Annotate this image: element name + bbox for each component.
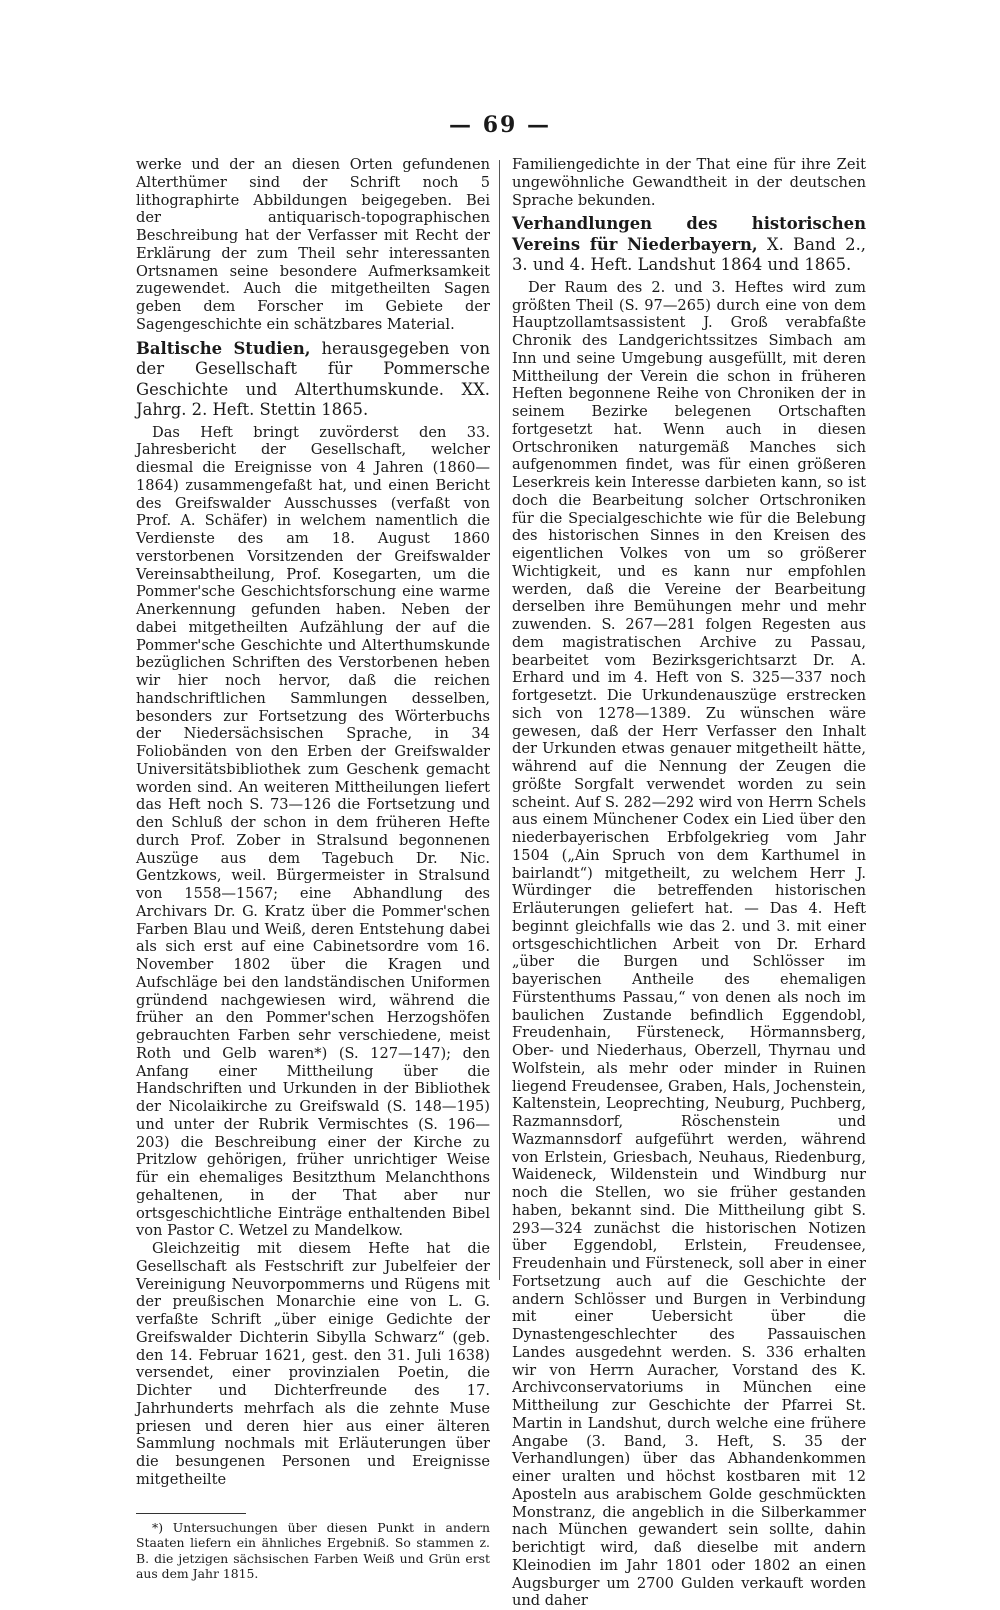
heading-title: Baltische Studien,	[136, 338, 311, 358]
heading-title: Verhandlungen des historischen Vereins für Niederbayern,	[512, 214, 866, 254]
paragraph: werke und der an diesen Orten gefundenen Alterthümer sind der Schrift noch 5 lithographirte Abbildungen beigegeben. Bei der antiquarisch-topographischen Beschreibung hat der Verfasser mit Recht der Erklärung der zum Theil sehr interessanten Ortsnamen seine besondere Aufmerksamkeit zugewendet. Auch die mitgetheilten Sagen geben dem Forscher im Gebiete der Sagengeschichte ein schätzbares Material.	[136, 156, 490, 333]
footnote: *) Untersuchungen über diesen Punkt in andern Staaten liefern ein ähnliches Ergebniß. So stammen z. B. die jetzigen sächsischen Farben Weiß und Grün erst aus dem Jahr 1815.	[136, 1519, 490, 1581]
heading-details: X. Band 2., 3. und 4. Heft. Landshut 1864 und 1865.	[512, 234, 866, 275]
section-heading	[512, 214, 866, 276]
page-number: — 69 —	[449, 112, 551, 138]
column-divider	[499, 160, 500, 1280]
section-heading	[136, 339, 490, 421]
footnote-divider	[136, 1513, 246, 1514]
paragraph: Der Raum des 2. und 3. Heftes wird zum größten Theil (S. 97—265) durch eine von dem Hauptzollamtsassistent J. Groß verabfaßte Chronik des Landgerichtssitzes Simbach am Inn und seine Umgebung ausgefüllt, mit deren Mittheilung der Verein die schon in früheren Heften begonnene Reihe von Chroniken der in seinem Bezirke belegenen Ortschaften fortgesetzt hat. Wenn auch in diesen Ortschroniken naturgemäß Manches sich aufgenommen findet, was für einen größeren Leserkreis kein Interesse darbieten kann, so ist doch die Bearbeitung solcher Ortschroniken für die Specialgeschichte wie für die Belebung des historischen Sinnes in den Kreisen des eigentlichen Volkes von um so größerer Wichtigkeit, und es kann nur empfohlen werden, daß die Vereine der Bearbeitung derselben ihre Bemühungen mehr und mehr zuwenden. S. 267—281 folgen Regesten aus dem magistratischen Archive zu Passau, bearbeitet vom Bezirksgerichtsarzt Dr. A. Erhard und im 4. Heft von S. 325—337 noch fortgesetzt. Die Urkundenauszüge erstrecken sich von 1278—1389. Zu wünschen wäre gewesen, daß der Herr Verfasser den Inhalt der Urkunden etwas genauer mitgetheilt hätte, während auf die Nennung der Zeugen die größte Sorgfalt verwendet worden zu sein scheint. Auf S. 282—292 wird von Herrn Schels aus einem Münchener Codex ein Lied über den niederbayerischen Erbfolgekrieg vom Jahr 1504 („Ain Spruch von dem Karthumel in bairlandt“) mitgetheilt, zu welchem Herr J. Würdinger die betreffenden historischen Erläuterungen geliefert hat. — Das 4. Heft beginnt gleichfalls wie das 2. und 3. mit einer ortsgeschichtlichen Arbeit von Dr. Erhard „über die Burgen und Schlösser im bayerischen Antheile des ehemaligen Fürstenthums Passau,“ von denen als noch im baulichen Zustande befindlich Eggendobl, Freudenhain, Fürsteneck, Hörmannsberg, Ober- und Niederhaus, Oberzell, Thyrnau und Wolfstein, als mehr oder minder in Ruinen liegend Freudensee, Graben, Hals, Jochenstein, Kaltenstein, Leoprechting, Neuburg, Puchberg, Razmannsdorf, Röschenstein und Wazmannsdorf aufgeführt werden, während von Erlstein, Griesbach, Neuhaus, Riedenburg, Waideneck, Wildenstein und Windburg nur noch die Stellen, wo sie früher gestanden haben, bekannt sind. Die Mittheilung gibt S. 293—324 zunächst die historischen Notizen über Eggendobl, Erlstein, Freudensee, Freudenhain und Fürsteneck, soll aber in einer Fortsetzung auch auf die Geschichte der andern Schlösser und Burgen in Verbindung mit einer Uebersicht über die Dynastengeschlechter des Passauischen Landes ausgedehnt werden. S. 336 erhalten wir von Herrn Auracher, Vorstand des K. Archivconservatoriums in München eine Mittheilung zur Geschichte der Pfarrei St. Martin in Landshut, durch welche eine frühere Angabe (3. Band, 3. Heft, S. 35 der Verhandlungen) über das Abhandenkommen einer uralten und höchst kostbaren mit 12 Aposteln aus arabischem Golde geschmückten Monstranz, die angeblich in die Silberkammer nach München gewandert sein sollte, dahin berichtigt wird, daß dieselbe mit andern Kleinodien im Jahr 1801 oder 1802 an einen Augsburger um 2700 Gulden verkauft worden und daher	[512, 278, 866, 1610]
paragraph: Familiengedichte in der That eine für ihre Zeit ungewöhnliche Gewandtheit in der deutschen Sprache bekunden.	[512, 156, 866, 209]
paragraph: Das Heft bringt zuvörderst den 33. Jahresbericht der Gesellschaft, welcher diesmal die Ereignisse von 4 Jahren (1860—1864) zusammengefaßt hat, und einen Bericht des Greifswalder Ausschusses (verfaßt von Prof. A. Schäfer) in welchem namentlich die Verdienste des am 18. August 1860 verstorbenen Vorsitzenden der Greifswalder Vereinsabtheilung, Prof. Kosegarten, um die Pommer'sche Geschichtsforschung eine warme Anerkennung gefunden haben. Neben der dabei mitgetheilten Aufzählung der auf die Pommer'sche Geschichte und Alterthumskunde bezüglichen Schriften des Verstorbenen heben wir hier noch hervor, daß die reichen handschriftlichen Sammlungen desselben, besonders zur Fortsetzung des Wörterbuchs der Niedersächsischen Sprache, in 34 Foliobänden von den Erben der Greifswalder Universitätsbibliothek zum Geschenk gemacht worden sind. An weiteren Mittheilungen liefert das Heft noch S. 73—126 die Fortsetzung und den Schluß der schon in dem früheren Hefte durch Prof. Zober in Stralsund begonnenen Auszüge aus dem Tagebuch Dr. Nic. Gentzkows, weil. Bürgermeister in Stralsund von 1558—1567; eine Abhandlung des Archivars Dr. G. Kratz über die Pommer'schen Farben Blau und Weiß, deren Entstehung dabei als sich erst auf eine Cabinetsordre vom 16. November 1802 über die Kragen und Aufschläge bei den landständischen Uniformen gründend nachgewiesen wird, während die früher an den Pommer'schen Herzogshöfen gebrauchten Farben sehr verschiedene, meist Roth und Gelb waren*) (S. 127—147); den Anfang einer Mittheilung über die Handschriften und Urkunden in der Bibliothek der Nicolaikirche zu Greifswald (S. 148—195) und unter der Rubrik Vermischtes (S. 196—203) die Beschreibung einer der Kirche zu Pritzlow gehörigen, früher unrichtiger Weise für ein ehemaliges Besitzthum Melanchthons gehaltenen, in der That aber nur ortsgeschichtliche Einträge enthaltenden Bibel von Pastor C. Wetzel zu Mandelkow.	[136, 423, 490, 1240]
right-column	[512, 156, 866, 1610]
heading-details: herausgegeben von der Gesellschaft für Pommersche Geschichte und Alterthumskunde. XX. Jahrg. 2. Heft. Stettin 1865.	[136, 338, 490, 419]
paragraph: Gleichzeitig mit diesem Hefte hat die Gesellschaft als Festschrift zur Jubelfeier der Vereinigung Neuvorpommerns und Rügens mit der preußischen Monarchie eine von L. G. verfaßte Schrift „über einige Gedichte der Greifswalder Dichterin Sibylla Schwarz“ (geb. den 14. Februar 1621, gest. den 31. Juli 1638) versendet, einer provinzialen Poetin, die Dichter und Dichterfreunde des 17. Jahrhunderts mehrfach als die zehnte Muse priesen und deren hier aus einer älteren Sammlung nochmals mit Erläuterungen über die besungenen Personen und Ereignisse mitgetheilte	[136, 1240, 490, 1488]
left-column	[136, 156, 490, 1582]
